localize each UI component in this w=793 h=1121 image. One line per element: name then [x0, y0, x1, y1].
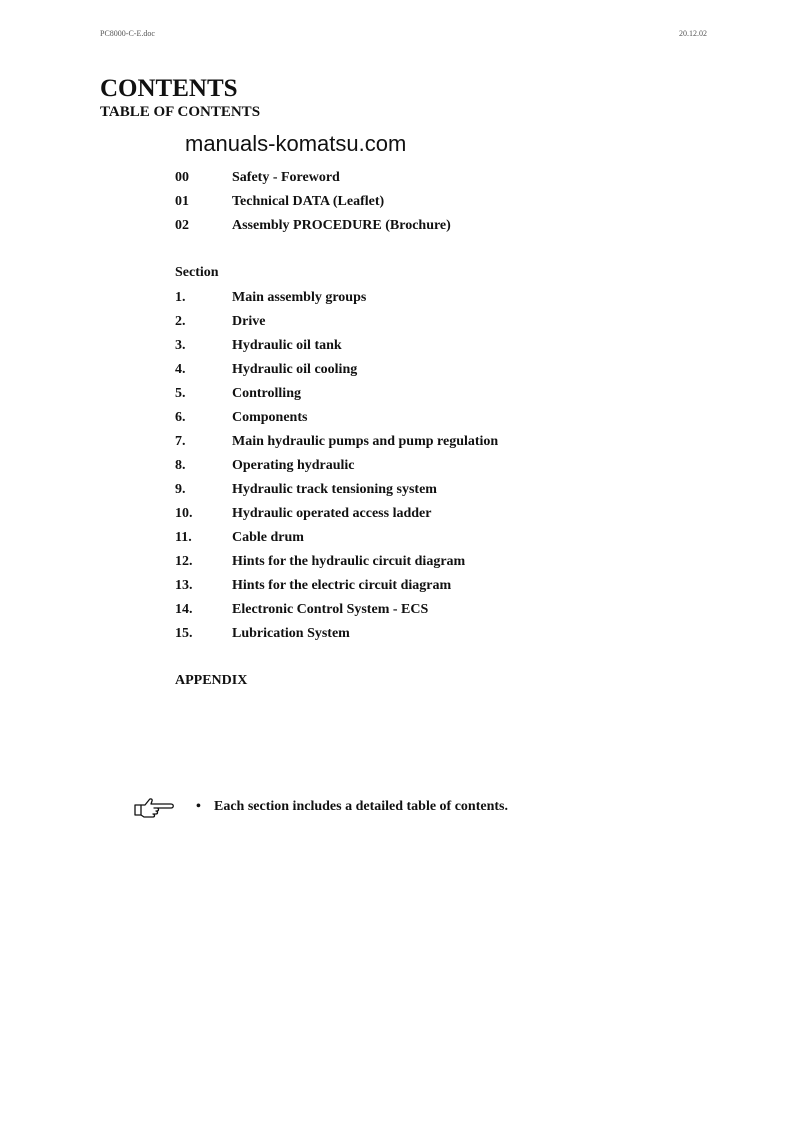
section-label: Drive	[232, 314, 266, 329]
section-number: 5.	[175, 386, 186, 401]
section-label: Hydraulic operated access ladder	[232, 506, 432, 521]
section-number: 8.	[175, 458, 186, 473]
section-label: Main hydraulic pumps and pump regulation	[232, 434, 499, 449]
section-number: 3.	[175, 338, 186, 353]
section-number: 14.	[175, 602, 193, 617]
section-number: 4.	[175, 362, 186, 377]
section-number: 7.	[175, 434, 186, 449]
intro-item-number: 00	[175, 170, 189, 185]
page-subtitle: TABLE OF CONTENTS	[100, 104, 261, 120]
section-number: 15.	[175, 626, 193, 641]
header-file-ref: PC8000-C-E.doc	[100, 29, 155, 38]
intro-item-number: 02	[175, 218, 189, 233]
section-number: 12.	[175, 554, 193, 569]
section-label: Components	[232, 410, 308, 425]
section-label: Operating hydraulic	[232, 458, 355, 473]
section-label: Cable drum	[232, 530, 304, 545]
section-label: Controlling	[232, 386, 301, 401]
intro-item-label: Assembly PROCEDURE (Brochure)	[232, 218, 451, 233]
section-number: 6.	[175, 410, 186, 425]
note-text: Each section includes a detailed table of contents.	[214, 799, 508, 814]
watermark-text: manuals-komatsu.com	[185, 131, 407, 156]
intro-item-label: Safety - Foreword	[232, 170, 340, 185]
page-title: CONTENTS	[100, 75, 238, 102]
section-number: 9.	[175, 482, 186, 497]
section-label: Electronic Control System - ECS	[232, 602, 429, 617]
section-number: 2.	[175, 314, 186, 329]
section-label: Hints for the hydraulic circuit diagram	[232, 554, 466, 569]
section-label: Hydraulic track tensioning system	[232, 482, 437, 497]
section-label: Hydraulic oil cooling	[232, 362, 358, 377]
header-date: 20.12.02	[679, 29, 707, 38]
appendix-heading: APPENDIX	[175, 673, 248, 688]
section-heading: Section	[175, 265, 219, 280]
note-bullet: •	[196, 799, 201, 814]
section-label: Main assembly groups	[232, 290, 367, 305]
section-label: Hints for the electric circuit diagram	[232, 578, 452, 593]
intro-item-label: Technical DATA (Leaflet)	[232, 194, 385, 209]
section-number: 1.	[175, 290, 186, 305]
section-label: Hydraulic oil tank	[232, 338, 342, 353]
note-block	[133, 796, 583, 822]
intro-item-number: 01	[175, 194, 189, 209]
section-label: Lubrication System	[232, 626, 350, 641]
pointing-hand-icon	[133, 796, 175, 825]
section-number: 13.	[175, 578, 193, 593]
section-number: 11.	[175, 530, 192, 545]
section-number: 10.	[175, 506, 193, 521]
